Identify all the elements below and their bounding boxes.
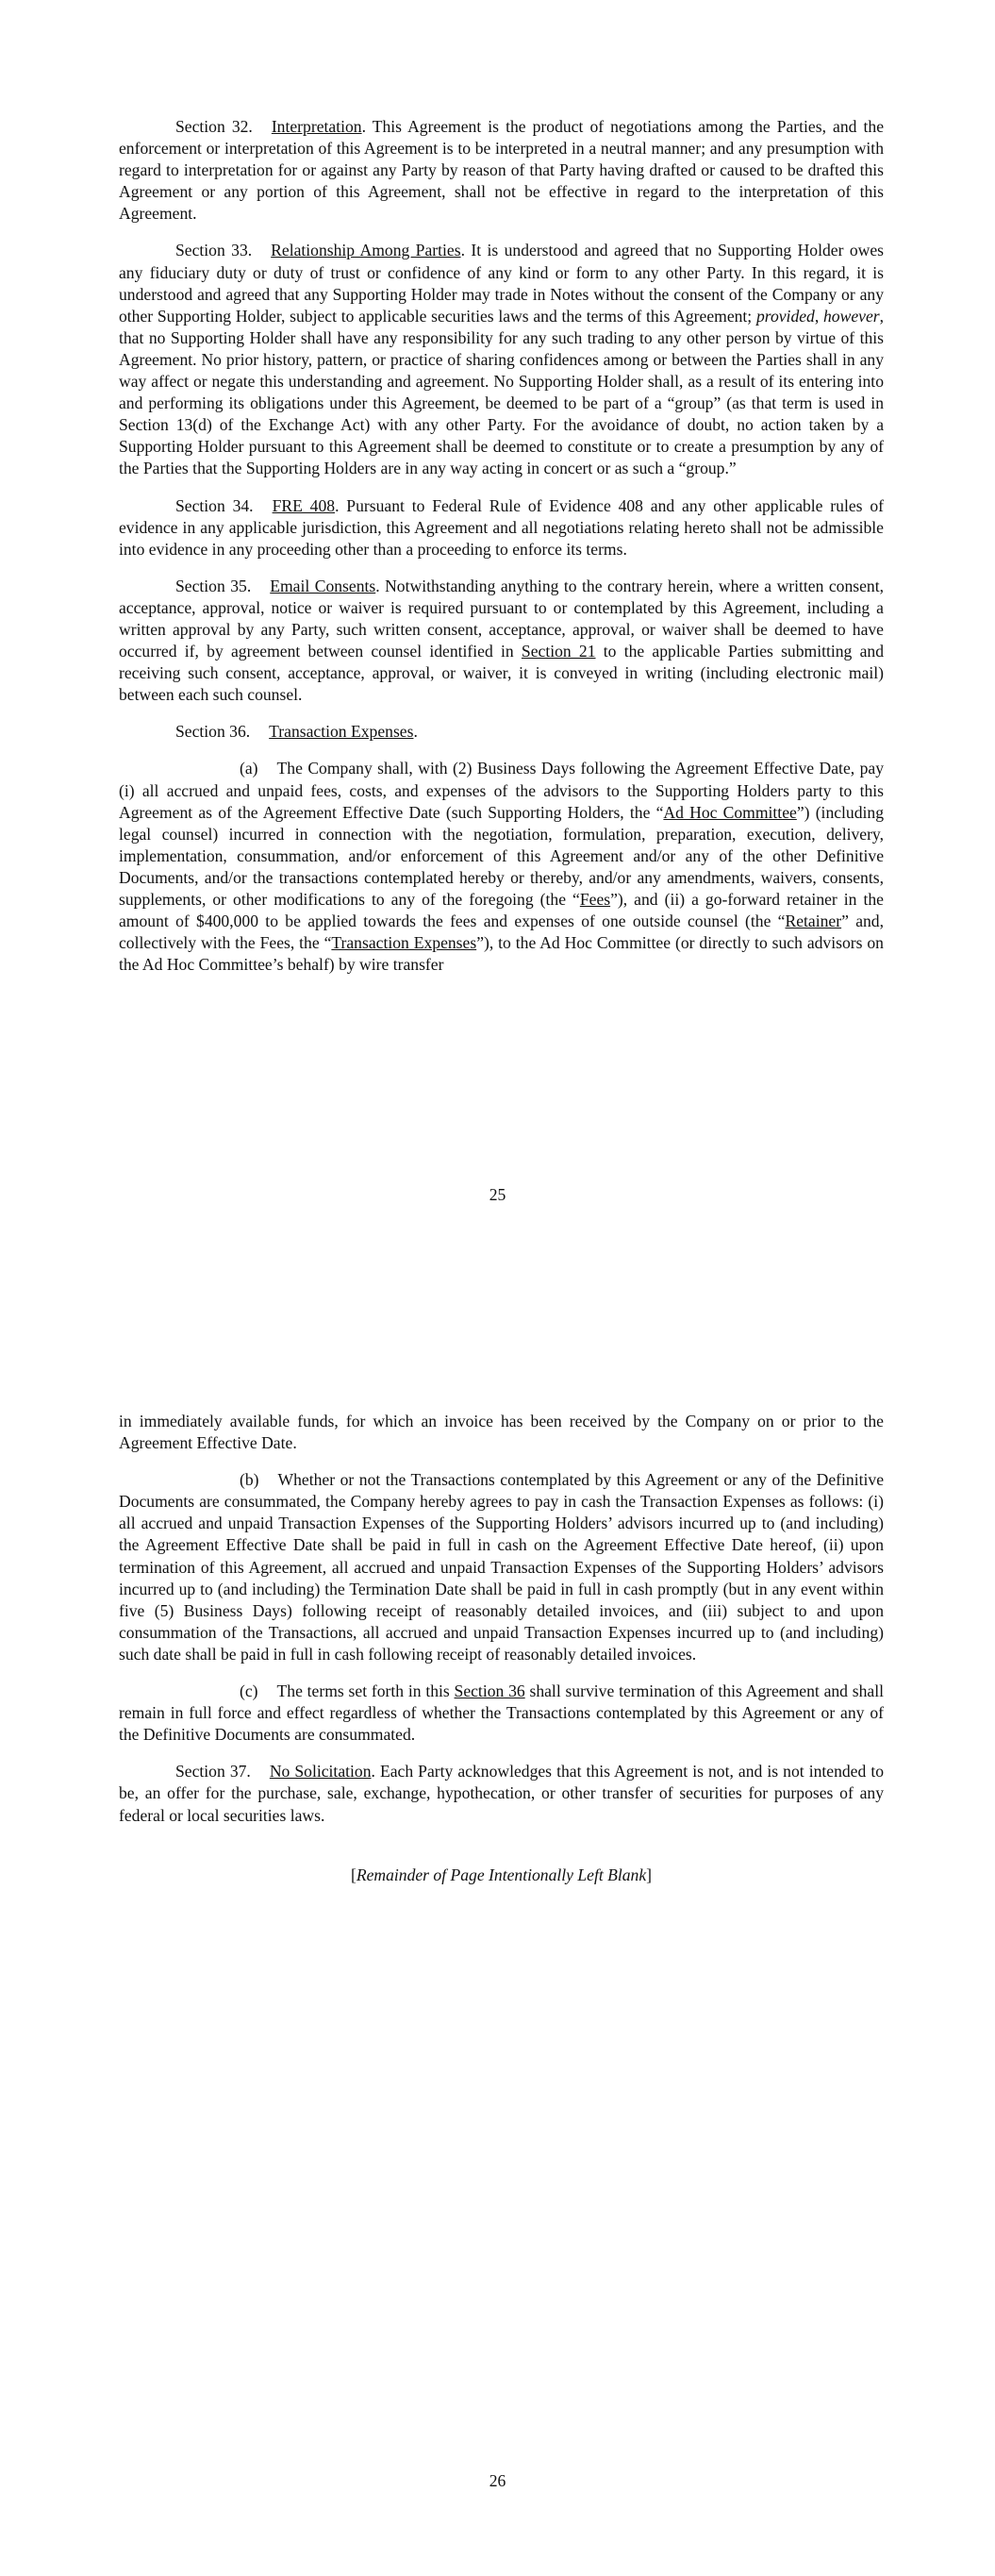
section-36-c-text-2: shall survive termination of this Agreement and shall remain in full force and effect regardless of whether the Transactions contemplated by this Agreement or any of the Definitive Documents are consummated. xyxy=(119,1681,884,1745)
remainder-open-bracket: [ xyxy=(350,1865,357,1884)
section-36-b-label: (b) xyxy=(240,1470,259,1490)
section-36-a xyxy=(119,758,884,976)
section-37-label: Section 37. xyxy=(175,1762,251,1781)
section-34-text: . Pursuant to Federal Rule of Evidence 408 and any other applicable rules of evidence in any applicable jurisdiction, this Agreement and all negotiations relating hereto shall not be admissible into evidence in any proceeding other than a proceeding to enforce its terms. xyxy=(119,495,884,559)
section-33-heading: Relationship Among Parties xyxy=(271,241,461,260)
remainder-text: Remainder of Page Intentionally Left Blank xyxy=(356,1865,647,1884)
section-34 xyxy=(119,495,884,560)
defined-term-transaction-expenses: Transaction Expenses xyxy=(331,933,477,953)
section-37 xyxy=(119,1761,884,1826)
section-32-text: . This Agreement is the product of negotiations among the Parties, and the enforcement or interpretation of this Agreement is to be interpreted in a neutral manner; and any presumption with regard to interpretation for or against any Party by reason of that Party having drafted or caused to be drafted this Agreement or any portion of this Agreement, shall not be effective in regard to the interpretation of this Agreement. xyxy=(119,117,884,224)
section-33-however: however xyxy=(823,306,880,326)
defined-term-fees: Fees xyxy=(579,890,611,909)
section-33-label: Section 33. xyxy=(175,241,253,260)
page-26-body xyxy=(119,1411,884,1901)
section-32 xyxy=(119,116,884,225)
defined-term-retainer: Retainer xyxy=(785,912,842,931)
section-36-b-text: Whether or not the Transactions contemplated by this Agreement or any of the Definitive Documents are consummated, the Company hereby agrees to pay in cash the Transaction Expenses as follows: (i) all accrued and unpaid Transaction Expenses of the Supporting Holders’ advisors incurred up to (and including) the Agreement Effective Date shall be paid in full in cash on the Agreement Effective Date hereof, (ii) upon termination of this Agreement, all accrued and unpaid Transaction Expenses of the Supporting Holders’ advisors incurred up to (and including) the Termination Date shall be paid in full in cash promptly (but in any event within five (5) Business Days) following receipt of reasonably detailed invoices, and (iii) subject to and upon consummation of the Transactions, all accrued and unpaid Transaction Expenses incurred up to (and including) such date shall be paid in full in cash following receipt of reasonably detailed invoices. xyxy=(119,1470,884,1664)
section-33-text-b: , that no Supporting Holder shall have any responsibility for any such trading to any other person by virtue of this Agreement. No prior history, pattern, or practice of sharing confidences among or between the Parties shall in any way affect or negate this understanding and agreement. No Supporting Holder shall, as a result of its entering into and performing its obligations under this Agreement, be deemed to be part of a “group” (as that term is used in Section 13(d) of the Exchange Act) with any other Party. For the avoidance of doubt, no action taken by a Supporting Holder pursuant to this Agreement shall be deemed to constitute or to create a presumption by any of the Parties that the Supporting Holders are in any way acting in concert or as such a “group.” xyxy=(119,306,885,478)
section-36 xyxy=(119,721,884,743)
section-36-a-text-3: ”), and (ii) a go-forward retainer in the amount of $400,000 to be applied towards the fees and expenses of one outside counsel (the “ xyxy=(119,890,884,931)
section-36-period: . xyxy=(413,722,418,742)
remainder-of-page-notice xyxy=(119,1865,884,1886)
section-36-b xyxy=(119,1469,884,1665)
section-36-reference: Section 36 xyxy=(454,1681,525,1701)
section-35-heading: Email Consents xyxy=(270,576,376,595)
section-35-text-a: . Notwithstanding anything to the contrary herein, where a written consent, acceptance, approval, notice or waiver is required pursuant to or contemplated by this Agreement, including a written approval by any Party, such written consent, acceptance, approval, or waiver shall be deemed to have occurred if, by agreement between counsel identified in xyxy=(119,576,885,661)
section-36-a-text-4: ” and, collectively with the Fees, the “ xyxy=(119,912,885,953)
section-36-a-continuation: in immediately available funds, for which an invoice has been received by the Company on or prior to the Agreement Effective Date. xyxy=(119,1412,884,1453)
section-33-provided: provided xyxy=(755,306,815,326)
section-36-a-text-2: ”) (including legal counsel) incurred in connection with the negotiation, formulation, preparation, execution, delivery, implementation, consummation, and/or enforcement of this Agreement and/or any of the other Definitive Documents, and/or the transactions contemplated hereby or thereby, and/or any amendments, waivers, consents, supplements, or other modifications to any of the foregoing (the “ xyxy=(119,802,885,909)
remainder-close-bracket: ] xyxy=(646,1865,653,1884)
page-number-26: 26 xyxy=(489,2471,506,2490)
section-36-c-label: (c) xyxy=(240,1681,258,1701)
section-36-a-text-5: ”), to the Ad Hoc Committee (or directly to such advisors on the Ad Hoc Committee’s behalf) by wire transfer xyxy=(119,933,884,975)
section-36-label: Section 36. xyxy=(175,722,251,742)
section-35-text-b: to the applicable Parties submitting and receiving such consent, acceptance, approval, or waiver, it is conveyed in writing (including electronic mail) between each such counsel. xyxy=(119,642,885,705)
page-number-25: 25 xyxy=(489,1185,506,1204)
page-26 xyxy=(0,1288,995,2576)
section-33-text-a: . It is understood and agreed that no Supporting Holder owes any fiduciary duty or duty of trust or confidence of any kind or form to any other Party. In this regard, it is understood and agreed that any Supporting Holder may trade in Notes without the consent of the Company or any other Supporting Holder, subject to applicable securities laws and the terms of this Agreement; xyxy=(119,241,884,326)
section-35 xyxy=(119,576,884,707)
section-36-heading: Transaction Expenses xyxy=(269,722,414,742)
section-37-text: . Each Party acknowledges that this Agreement is not, and is not intended to be, an offer for the purchase, sale, exchange, hypothecation, or other transfer of securities for purposes of any federal or local securities laws. xyxy=(119,1762,885,1825)
section-21-reference: Section 21 xyxy=(521,642,596,661)
section-33 xyxy=(119,240,884,479)
section-34-label: Section 34. xyxy=(175,495,254,515)
section-35-label: Section 35. xyxy=(175,576,252,595)
section-36-a-text-1: The Company shall, with (2) Business Days following the Agreement Effective Date, pay (i) all accrued and unpaid fees, costs, and expenses of the advisors to the Supporting Holders party to this Agreement as of the Agreement Effective Date (such Supporting Holders, the “ xyxy=(119,759,884,822)
section-32-heading: Interpretation xyxy=(271,117,362,136)
section-36-a-label: (a) xyxy=(240,759,258,778)
section-36-c xyxy=(119,1681,884,1746)
defined-term-ad-hoc-committee: Ad Hoc Committee xyxy=(663,802,797,822)
section-33-comma: , xyxy=(814,306,823,326)
section-34-heading: FRE 408 xyxy=(272,495,336,515)
page-25-body xyxy=(119,116,884,991)
section-37-heading: No Solicitation xyxy=(269,1762,372,1781)
section-32-label: Section 32. xyxy=(175,117,253,136)
section-36-c-text-1: The terms set forth in this xyxy=(276,1681,455,1701)
